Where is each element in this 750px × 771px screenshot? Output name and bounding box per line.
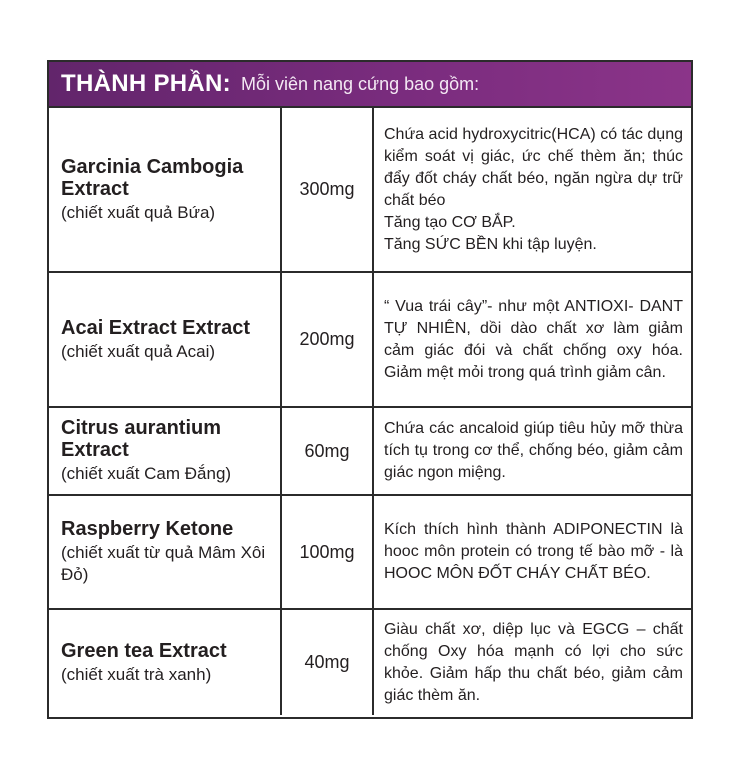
header-bar	[49, 62, 691, 108]
ingredient-source: (chiết xuất quả Acai)	[61, 341, 216, 361]
table-row	[49, 407, 691, 495]
ingredient-name: Raspberry Ketone	[61, 518, 234, 540]
ingredient-amount: 60mg	[281, 407, 373, 495]
ingredient-amount: 300mg	[281, 108, 373, 272]
ingredient-benefit-cell	[373, 495, 691, 609]
ingredient-name-cell	[49, 108, 281, 272]
ingredient-name-cell	[49, 609, 281, 715]
ingredient-benefit-cell	[373, 407, 691, 495]
ingredient-name: Acai Extract Extract	[61, 316, 250, 339]
ingredient-name-cell	[49, 495, 281, 609]
ingredient-amount: 200mg	[281, 272, 373, 407]
ingredient-source: (chiết xuất quả Bứa)	[61, 202, 216, 222]
ingredient-source: (chiết xuất Cam Đắng)	[61, 464, 232, 483]
ingredient-name-cell	[49, 407, 281, 495]
header-title: THÀNH PHẦN:	[61, 70, 231, 97]
benefit-text: “ Vua trái cây”- như một ANTIOXI- DANT TỰ NHIÊN, dồi dào chất xơ làm giảm cảm giác đói và chất chống oxy hóa. Giảm mệt mỏi trong quá trình giảm cân.	[384, 297, 683, 381]
ingredient-name: Green tea Extract	[61, 639, 227, 662]
ingredient-name-cell	[49, 272, 281, 407]
table-row	[49, 108, 691, 272]
ingredient-amount: 100mg	[281, 495, 373, 609]
benefit-text: Giàu chất xơ, diệp lục và EGCG – chất chống Oxy hóa mạnh có lợi cho sức khỏe. Giảm hấp thu chất béo, giảm cảm giác thèm ăn.	[384, 620, 683, 704]
header-subtitle: Mỗi viên nang cứng bao gồm:	[240, 73, 480, 94]
benefit-text: Kích thích hình thành ADIPONECTIN là hooc môn protein có trong tế bào mỡ - là HOOC MÔN ĐỐT CHÁY CHẤT BÉO.	[384, 521, 683, 582]
ingredients-table	[49, 108, 691, 715]
table-row	[49, 495, 691, 609]
ingredients-panel	[47, 60, 693, 719]
ingredient-amount: 40mg	[281, 609, 373, 715]
benefit-text: Tăng SỨC BỀN khi tập luyện.	[384, 235, 597, 253]
ingredient-source: (chiết xuất trà xanh)	[61, 664, 212, 684]
ingredient-benefit-cell	[373, 609, 691, 715]
ingredient-benefit-cell	[373, 108, 691, 272]
ingredient-benefit-cell	[373, 272, 691, 407]
table-row	[49, 609, 691, 715]
ingredient-name: Citrus aurantium Extract	[61, 417, 222, 461]
table-row	[49, 272, 691, 407]
ingredient-source: (chiết xuất từ quả Mâm Xôi Đỏ)	[61, 543, 266, 584]
ingredient-name: Garcinia Cambogia Extract	[61, 155, 244, 200]
benefit-text: Tăng tạo CƠ BẮP.	[384, 213, 516, 231]
benefit-text: Chứa acid hydroxycitric(HCA) có tác dụng kiểm soát vị giác, ức chế thèm ăn; thúc đẩy đốt cháy chất béo, ngăn ngừa dự trữ chất béo	[384, 125, 683, 209]
benefit-text: Chứa các ancaloid giúp tiêu hủy mỡ thừa tích tụ trong cơ thể, chống béo, giảm cảm giác ngon miệng.	[384, 420, 683, 481]
